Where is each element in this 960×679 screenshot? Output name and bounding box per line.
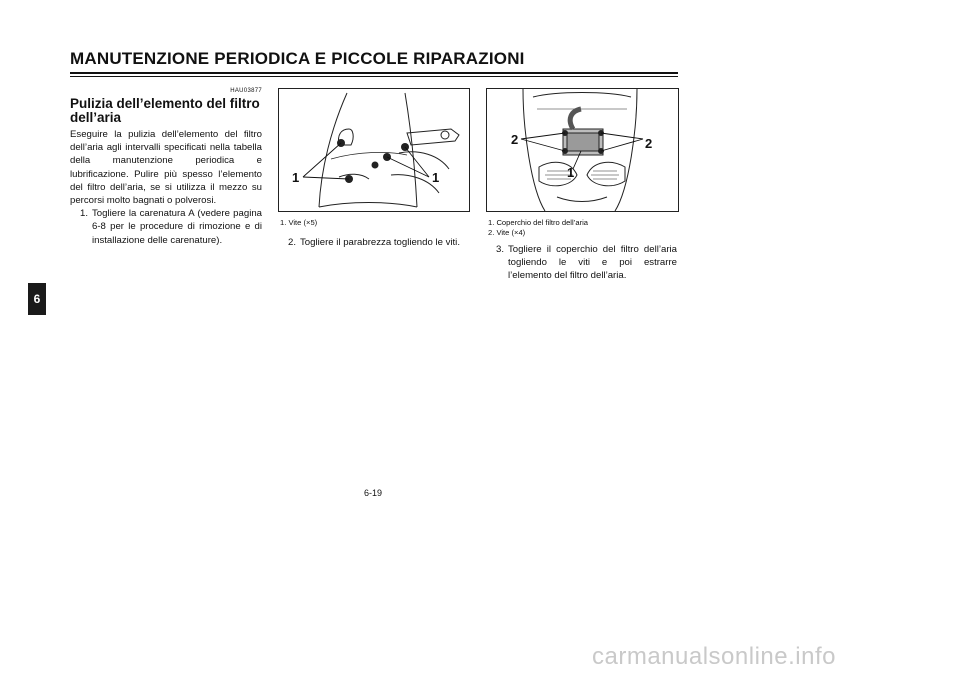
air-filter-illustration	[487, 89, 678, 211]
step-2	[278, 236, 468, 249]
figure2-caption-line-2: 2. Vite (×4)	[488, 227, 526, 237]
figure2-callout-right: 2	[645, 136, 653, 151]
figure1-callout-right: 1	[432, 170, 440, 185]
header-rule	[70, 72, 678, 74]
figure-windshield-screws	[278, 88, 470, 212]
watermark: carmanualsonline.info	[592, 643, 836, 670]
step-3	[486, 243, 677, 283]
step-text: Togliere il parabrezza togliendo le viti.	[300, 237, 460, 248]
step-number: 3.	[495, 244, 504, 255]
figure1-caption	[280, 218, 317, 228]
figure1-caption-line: 1. Vite (×5)	[280, 218, 318, 227]
text-column-3	[486, 243, 677, 283]
section-code: HAU03877	[230, 88, 262, 94]
text-column-1	[70, 88, 262, 247]
text-column-2	[278, 236, 468, 249]
windshield-illustration	[279, 89, 469, 211]
intro-paragraph: Eseguire la pulizia dell’elemento del filtro dell’aria agli intervalli specificati nella tabella della manutenzione periodica e lubrificazione. Pulire più spesso l’elemento del filtro dell’aria, se si utilizza il mezzo su percorsi molto bagnati o polverosi.	[70, 129, 262, 207]
section-heading-line-1: Pulizia dell’elemento del filtro	[70, 96, 260, 111]
page-number: 6-19	[364, 488, 383, 498]
figure2-caption-line-1: 1. Coperchio del filtro dell’aria	[488, 218, 589, 227]
step-text: Togliere la carenatura A (vedere pagina 6-8 per le procedure di rimozione e di installazione delle carenature).	[92, 208, 262, 246]
figure2-callout-left: 2	[511, 132, 519, 147]
header-rule-thin	[70, 76, 678, 77]
figure1-callout-left: 1	[292, 170, 300, 185]
step-1	[70, 207, 262, 247]
step-number: 2.	[287, 237, 296, 248]
figure2-caption	[488, 218, 588, 237]
figure-air-filter-cover	[486, 88, 679, 212]
section-heading	[70, 97, 262, 125]
step-text: Togliere il coperchio del filtro dell’aria togliendo le viti e poi estrarre l’elemento del filtro dell’aria.	[508, 244, 677, 282]
section-heading-line-2: dell’aria	[70, 110, 122, 125]
chapter-tab: 6	[28, 283, 46, 315]
figure2-callout-cover: 1	[567, 165, 575, 180]
step-number: 1.	[79, 208, 88, 220]
page-title: MANUTENZIONE PERIODICA E PICCOLE RIPARAZIONI	[70, 49, 525, 68]
